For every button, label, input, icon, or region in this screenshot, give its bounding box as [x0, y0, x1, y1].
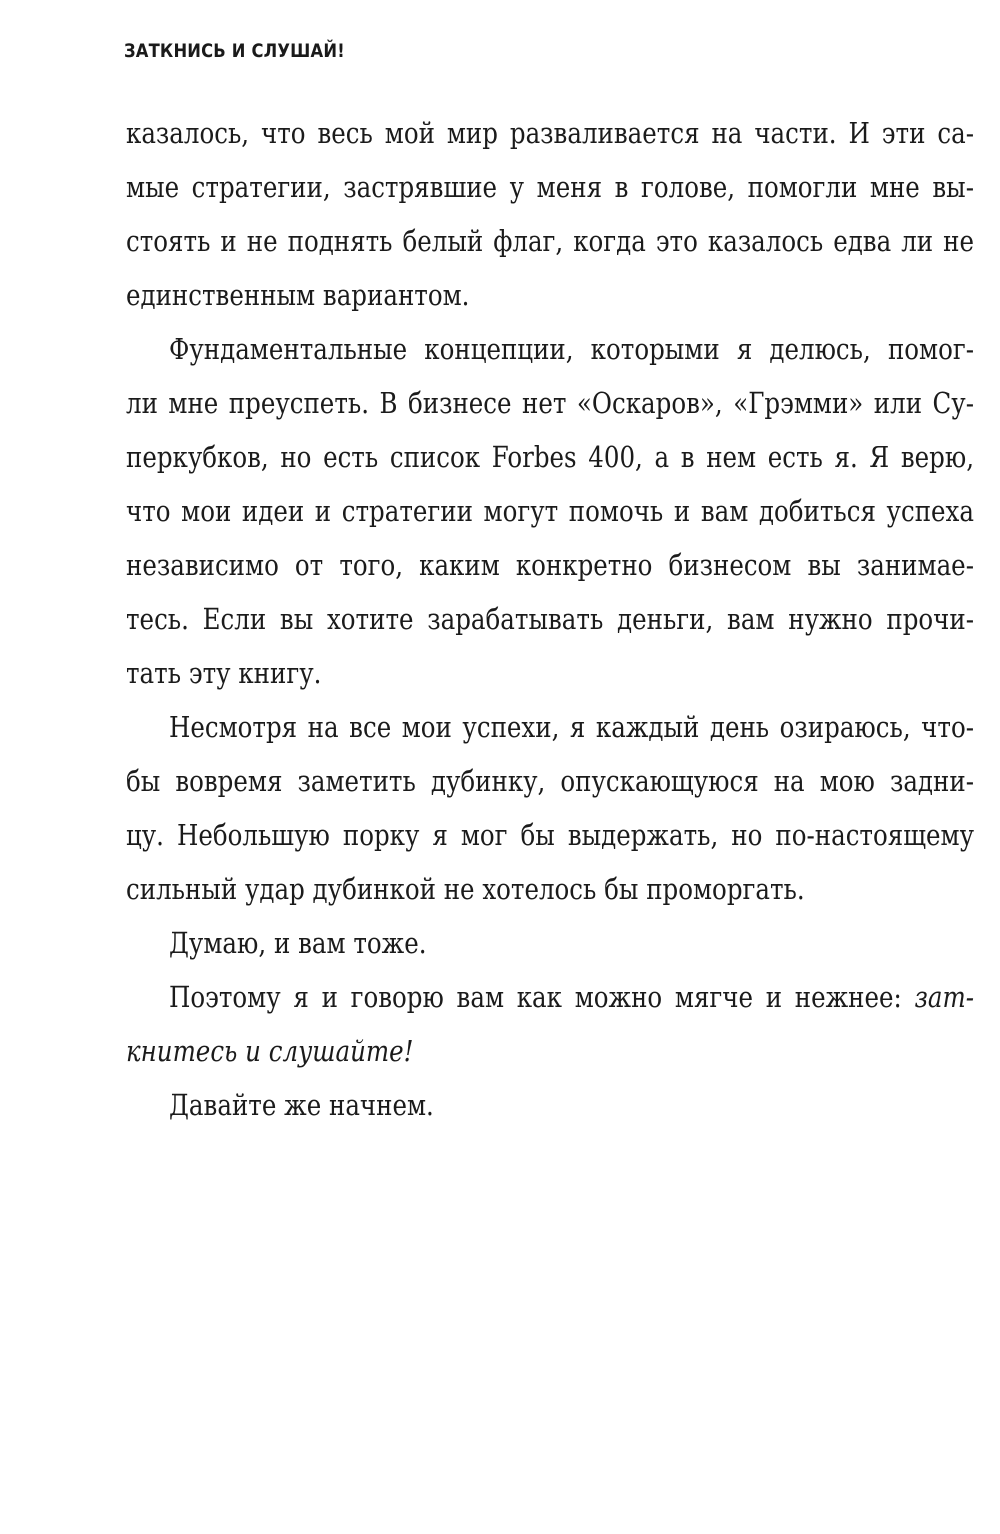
text-line: Фундаментальные концепции, которыми я делюсь, помог-: [169, 333, 974, 366]
text-line: Думаю, и вам тоже.: [169, 927, 427, 960]
text-line: цу. Небольшую порку я мог бы выдержать, но по-настоящему: [126, 819, 974, 852]
final-para-italic-start: зат-: [914, 981, 974, 1014]
running-head: ЗАТКНИСЬ И СЛУШАЙ!: [124, 40, 345, 62]
text-line: стоять и не поднять белый флаг, когда это казалось едва ли не: [126, 225, 974, 258]
body-text: [126, 107, 974, 1133]
final-para-plain: Поэтому я и говорю вам как можно мягче и нежнее:: [169, 981, 915, 1014]
final-para-line-2: [126, 1025, 855, 1079]
text-line: ли мне преуспеть. В бизнесе нет «Оскаров», «Грэмми» или Су-: [126, 387, 974, 420]
text-line: тать эту книгу.: [126, 657, 322, 690]
text-line: мые стратегии, застрявшие у меня в голове, помогли мне вы-: [126, 171, 974, 204]
text-line: что мои идеи и стратегии могут помочь и вам добиться успеха: [126, 495, 974, 528]
text-line: перкубков, но есть список Forbes 400, а в нем есть я. Я верю,: [126, 441, 974, 474]
final-para-italic-end: книтесь и слушайте!: [126, 1035, 414, 1068]
closing-line: Давайте же начнем.: [169, 1089, 434, 1122]
text-line: независимо от того, каким конкретно бизнесом вы занимае-: [126, 549, 974, 582]
text-line: казалось, что весь мой мир разваливается на части. И эти са-: [126, 117, 974, 150]
text-line: тесь. Если вы хотите зарабатывать деньги, вам нужно прочи-: [126, 603, 974, 636]
text-line: сильный удар дубинкой не хотелось бы проморгать.: [126, 873, 805, 906]
final-para-line-1: [126, 971, 974, 1025]
text-line: бы вовремя заметить дубинку, опускающуюся на мою задни-: [126, 765, 974, 798]
text-line: Несмотря на все мои успехи, я каждый день озираюсь, что-: [169, 711, 974, 744]
text-line: единственным вариантом.: [126, 279, 470, 312]
